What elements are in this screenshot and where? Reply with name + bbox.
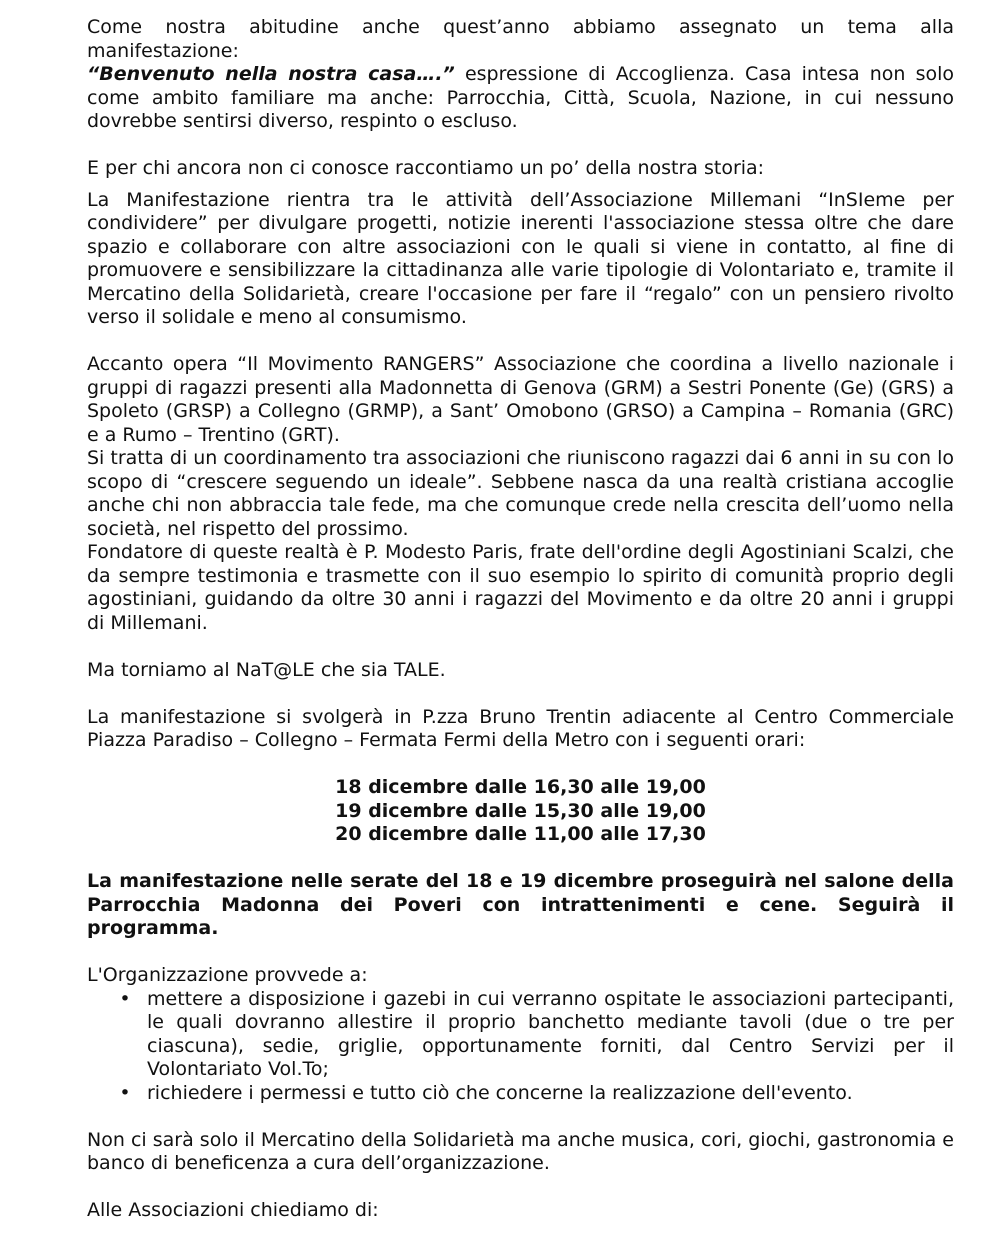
founder-paragraph: Fondatore di queste realtà è P. Modesto Paris, frate dell'ordine degli Agostiniani Scalzi, che da sempre testimonia e trasmette con il suo esempio lo spirito di comunità proprio degli agostiniani, guidando da oltre 30 anni i ragazzi del Movimento e da oltre 20 anni i gruppi di Millemani.	[87, 541, 954, 634]
extras-paragraph: Non ci sarà solo il Mercatino della Solidarietà ma anche musica, cori, giochi, gastronomia e banco di beneficenza a cura dell’organizzazione.	[87, 1128, 954, 1174]
organization-intro: L'Organizzazione provvede a:	[87, 964, 368, 986]
document-page	[87, 16, 954, 1223]
schedule-line: 18 dicembre dalle 16,30 alle 19,00	[335, 776, 706, 798]
theme-description: espressione di Accoglienza. Casa intesa non solo come ambito familiare ma anche: Parrocchia, Città, Scuola, Nazione, in cui nessuno dovrebbe sentirsi diverso, respinto o escluso.	[87, 63, 955, 132]
schedule-line: 20 dicembre dalle 11,00 alle 17,30	[335, 823, 706, 845]
location-paragraph: La manifestazione si svolgerà in P.zza Bruno Trentin adiacente al Centro Commerciale Piazza Paradiso – Collegno – Fermata Fermi della Metro con i seguenti orari:	[87, 705, 954, 751]
event-theme: “Benvenuto nella nostra casa….”	[87, 63, 455, 85]
history-intro: E per chi ancora non ci conosce raccontiamo un po’ della nostra storia:	[87, 157, 765, 179]
bullet-icon: •	[119, 987, 131, 1010]
intro-line: Come nostra abitudine anche quest’anno abbiamo assegnato un tema alla manifestazione:	[87, 16, 954, 62]
intro-paragraph	[87, 16, 954, 134]
list-item	[119, 1081, 954, 1106]
schedule-block	[87, 776, 954, 847]
list-item	[119, 987, 954, 1082]
evening-note: La manifestazione nelle serate del 18 e 19 dicembre proseguirà nel salone della Parrocchia Madonna dei Poveri con intrattenimenti e cene. Seguirà il programma.	[87, 870, 954, 939]
organization-list	[87, 988, 954, 1106]
list-item-text: mettere a disposizione i gazebi in cui verranno ospitate le associazioni partecipanti, le quali dovranno allestire il proprio banchetto mediante tavoli (due o tre per ciascuna), sedie, griglie, opportunamente forniti, dal Centro Servizi per il Volontariato Vol.To;	[147, 987, 954, 1080]
schedule-line: 19 dicembre dalle 15,30 alle 19,00	[335, 799, 706, 822]
association-paragraph: La Manifestazione rientra tra le attività dell’Associazione Millemani “InSIeme per condividere” per divulgare progetti, notizie inerenti l'associazione stessa oltre che dare spazio e collaborare con altre associazioni con le quali si viene in contatto, al fine di promuovere e sensibilizzare la cittadinanza alle varie tipologie di Volontariato e, tramite il Mercatino della Solidarietà, creare l'occasione per fare il “regalo” con un pensiero rivolto verso il solidale e meno al consumismo.	[87, 188, 954, 328]
coordination-paragraph: Si tratta di un coordinamento tra associazioni che riuniscono ragazzi dai 6 anni in su con lo scopo di “crescere seguendo un ideale”. Sebbene nasca da una realtà cristiana accoglie anche chi non abbraccia tale fede, ma che comunque crede nella crescita dell’uomo nella società, nel rispetto del prossimo.	[87, 447, 954, 540]
requests-intro: Alle Associazioni chiediamo di:	[87, 1199, 379, 1221]
rangers-paragraph: Accanto opera “Il Movimento RANGERS” Associazione che coordina a livello nazionale i gruppi di ragazzi presenti alla Madonnetta di Genova (GRM) a Sestri Ponente (Ge) (GRS) a Spoleto (GRSP) a Collegno (GRMP), a Sant’ Omobono (GRSO) a Campina – Romania (GRC) e a Rumo – Trentino (GRT).	[87, 353, 954, 446]
natale-line: Ma torniamo al NaT@LE che sia TALE.	[87, 658, 446, 681]
bullet-icon: •	[119, 1081, 131, 1104]
list-item-text: richiedere i permessi e tutto ciò che concerne la realizzazione dell'evento.	[147, 1081, 853, 1104]
